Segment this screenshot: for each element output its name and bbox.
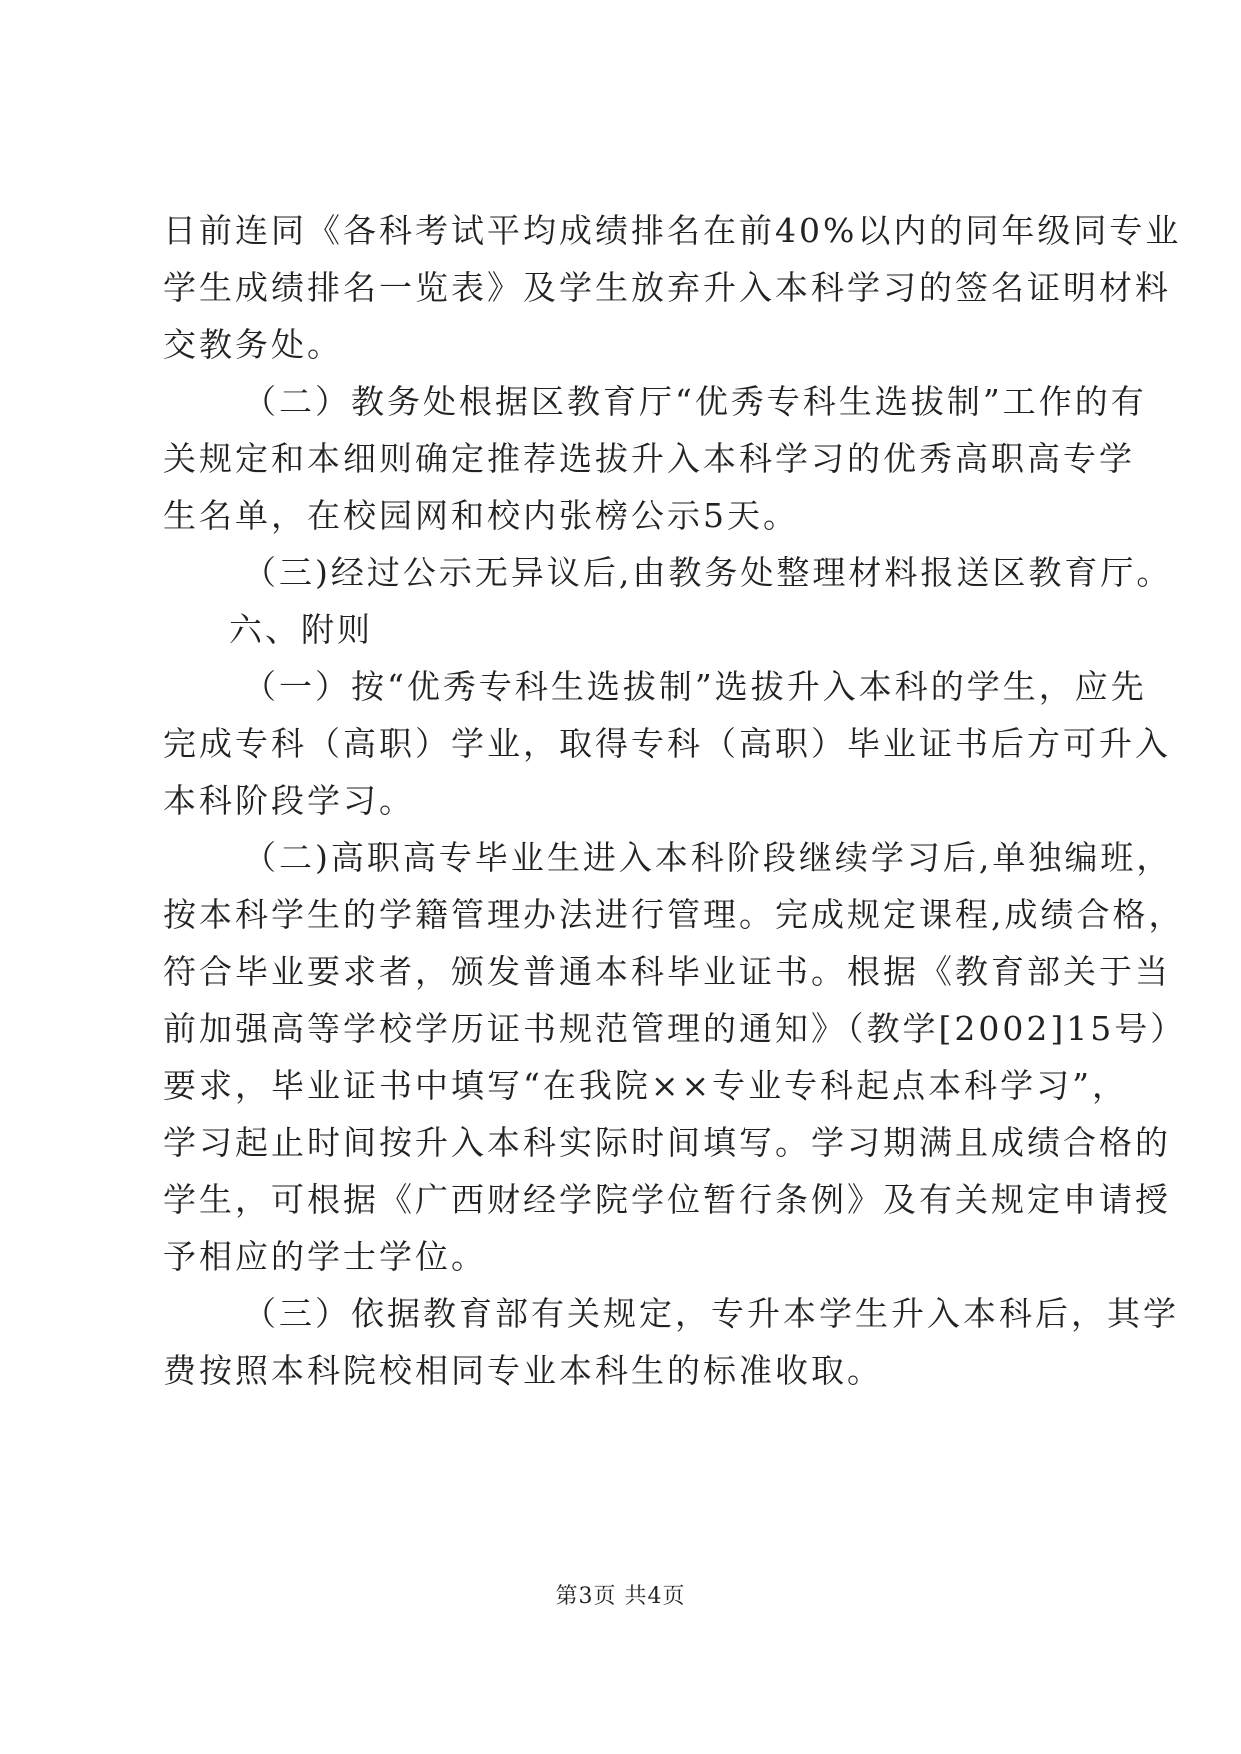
- body-line: 交教务处。: [163, 325, 343, 364]
- body-line: 前加强高等学校学历证书规范管理的通知》（教学[2002]15号）: [163, 1009, 1187, 1048]
- body-line: （二)高职高专毕业生进入本科阶段继续学习后,单独编班，: [243, 838, 1173, 877]
- body-line: （三)经过公示无异议后,由教务处整理材料报送区教育厅。: [243, 553, 1173, 592]
- body-line: 关规定和本细则确定推荐选拔升入本科学习的优秀高职高专学: [163, 439, 1135, 478]
- body-line: 要求，毕业证书中填写“在我院××专业专科起点本科学习”，: [163, 1066, 1129, 1105]
- section-heading: 六、附则: [229, 610, 373, 649]
- body-line: 学生，可根据《广西财经学院学位暂行条例》及有关规定申请授: [163, 1180, 1171, 1219]
- body-line: 本科阶段学习。: [163, 781, 415, 820]
- body-line: 费按照本科院校相同专业本科生的标准收取。: [163, 1351, 883, 1390]
- body-line: 学习起止时间按升入本科实际时间填写。学习期满且成绩合格的: [163, 1123, 1171, 1162]
- page-number-footer: 第3页 共4页: [555, 1584, 686, 1609]
- body-line: 日前连同《各科考试平均成绩排名在前40%以内的同年级同专业: [163, 211, 1182, 250]
- body-line: 生名单，在校园网和校内张榜公示5天。: [163, 496, 799, 535]
- body-line: 学生成绩排名一览表》及学生放弃升入本科学习的签名证明材料: [163, 268, 1171, 307]
- body-line: （三）依据教育部有关规定，专升本学生升入本科后，其学: [243, 1294, 1179, 1333]
- body-line: 符合毕业要求者，颁发普通本科毕业证书。根据《教育部关于当: [163, 952, 1171, 991]
- body-line: 予相应的学士学位。: [163, 1237, 487, 1276]
- body-line: （二）教务处根据区教育厅“优秀专科生选拔制”工作的有: [243, 382, 1147, 421]
- body-line: （一）按“优秀专科生选拔制”选拔升入本科的学生，应先: [243, 667, 1147, 706]
- body-line: 按本科学生的学籍管理办法进行管理。完成规定课程,成绩合格，: [163, 895, 1185, 934]
- body-line: 完成专科（高职）学业，取得专科（高职）毕业证书后方可升入: [163, 724, 1171, 763]
